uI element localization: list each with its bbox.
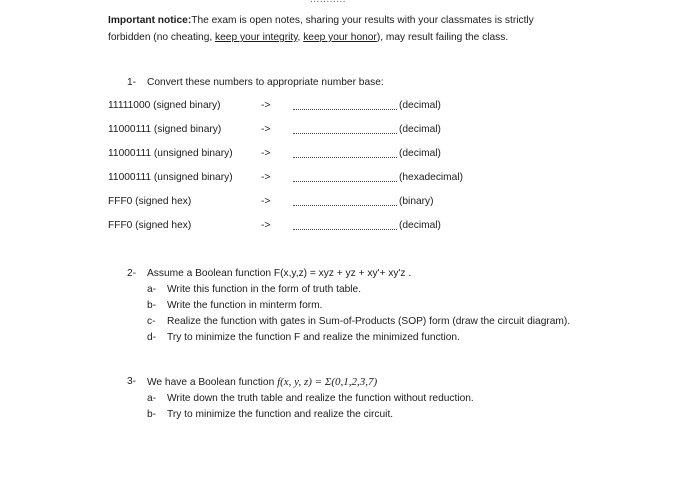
- target-base: (binary): [399, 196, 434, 207]
- conversion-value: 11000111 (unsigned binary): [108, 172, 233, 183]
- arrow: ->: [261, 148, 271, 159]
- notice-text-2a: forbidden (no cheating,: [108, 32, 216, 43]
- q3-item-letter: b-: [147, 409, 157, 420]
- target-base: (decimal): [399, 124, 441, 135]
- q2-item-text: Write the function in minterm form.: [167, 300, 323, 311]
- notice-text-1: The exam is open notes, sharing your results with your classmates is strictly: [191, 15, 534, 26]
- target-base: (hexadecimal): [399, 172, 463, 183]
- q1-number: 1-: [127, 77, 137, 88]
- header-fragment: [310, 0, 346, 5]
- q2-item-letter: b-: [147, 300, 157, 311]
- conversion-value: 11000111 (unsigned binary): [108, 148, 233, 159]
- notice-label: Important notice: [108, 15, 188, 26]
- answer-blank: [293, 196, 397, 206]
- keep-honor-text: keep your honor: [303, 32, 377, 43]
- answer-blank: [293, 100, 397, 110]
- q2-item-text: Try to minimize the function F and realize the minimized function.: [167, 332, 460, 343]
- target-base: (decimal): [399, 220, 441, 231]
- arrow: ->: [261, 100, 271, 111]
- q2-item-text: Write this function in the form of truth table.: [167, 284, 362, 295]
- notice-text-2b: ), may result failing the class.: [376, 32, 509, 43]
- q3-title-line: [147, 376, 377, 388]
- answer-blank: [293, 124, 397, 134]
- answer-blank: [293, 172, 397, 182]
- q3-item-text: Try to minimize the function and realize the circuit.: [167, 409, 394, 420]
- q2-item-letter: d-: [147, 332, 157, 343]
- target-base: (decimal): [399, 148, 441, 159]
- important-notice: [108, 12, 578, 46]
- q2-item-letter: a-: [147, 284, 157, 295]
- notice-line-2: [108, 29, 578, 46]
- q2-title: Assume a Boolean function F(x,y,z) = xyz + yz + xy'+ xy'z .: [147, 268, 412, 279]
- q2-item-text: Realize the function with gates in Sum-of-Products (SOP) form (draw the circuit diagram).: [167, 316, 571, 327]
- q1-title: Convert these numbers to appropriate number base:: [147, 77, 384, 88]
- conversion-value: 11111000 (signed binary): [108, 100, 221, 111]
- q2-item-letter: c-: [147, 316, 156, 327]
- q3-number: 3-: [127, 376, 137, 387]
- target-base: (decimal): [399, 100, 441, 111]
- q3-formula: f(x, y, z) = Σ(0,1,2,3,7): [277, 376, 378, 388]
- conversion-value: 11000111 (signed binary): [108, 124, 222, 135]
- conversion-value: FFF0 (signed hex): [108, 220, 192, 231]
- q3-item-letter: a-: [147, 393, 157, 404]
- arrow: ->: [261, 196, 271, 207]
- arrow: ->: [261, 124, 271, 135]
- q3-item-text: Write down the truth table and realize the function without reduction.: [167, 393, 474, 404]
- q2-number: 2-: [127, 268, 137, 279]
- arrow: ->: [261, 220, 271, 231]
- notice-separator: ,: [297, 32, 304, 43]
- arrow: ->: [261, 172, 271, 183]
- notice-colon: :: [187, 15, 192, 26]
- conversion-value: FFF0 (signed hex): [108, 196, 192, 207]
- q3-title: We have a Boolean function: [147, 377, 278, 388]
- answer-blank: [293, 220, 397, 230]
- answer-blank: [293, 148, 397, 158]
- keep-integrity-text: keep your integrity: [215, 32, 298, 43]
- notice-line-1: [108, 12, 578, 29]
